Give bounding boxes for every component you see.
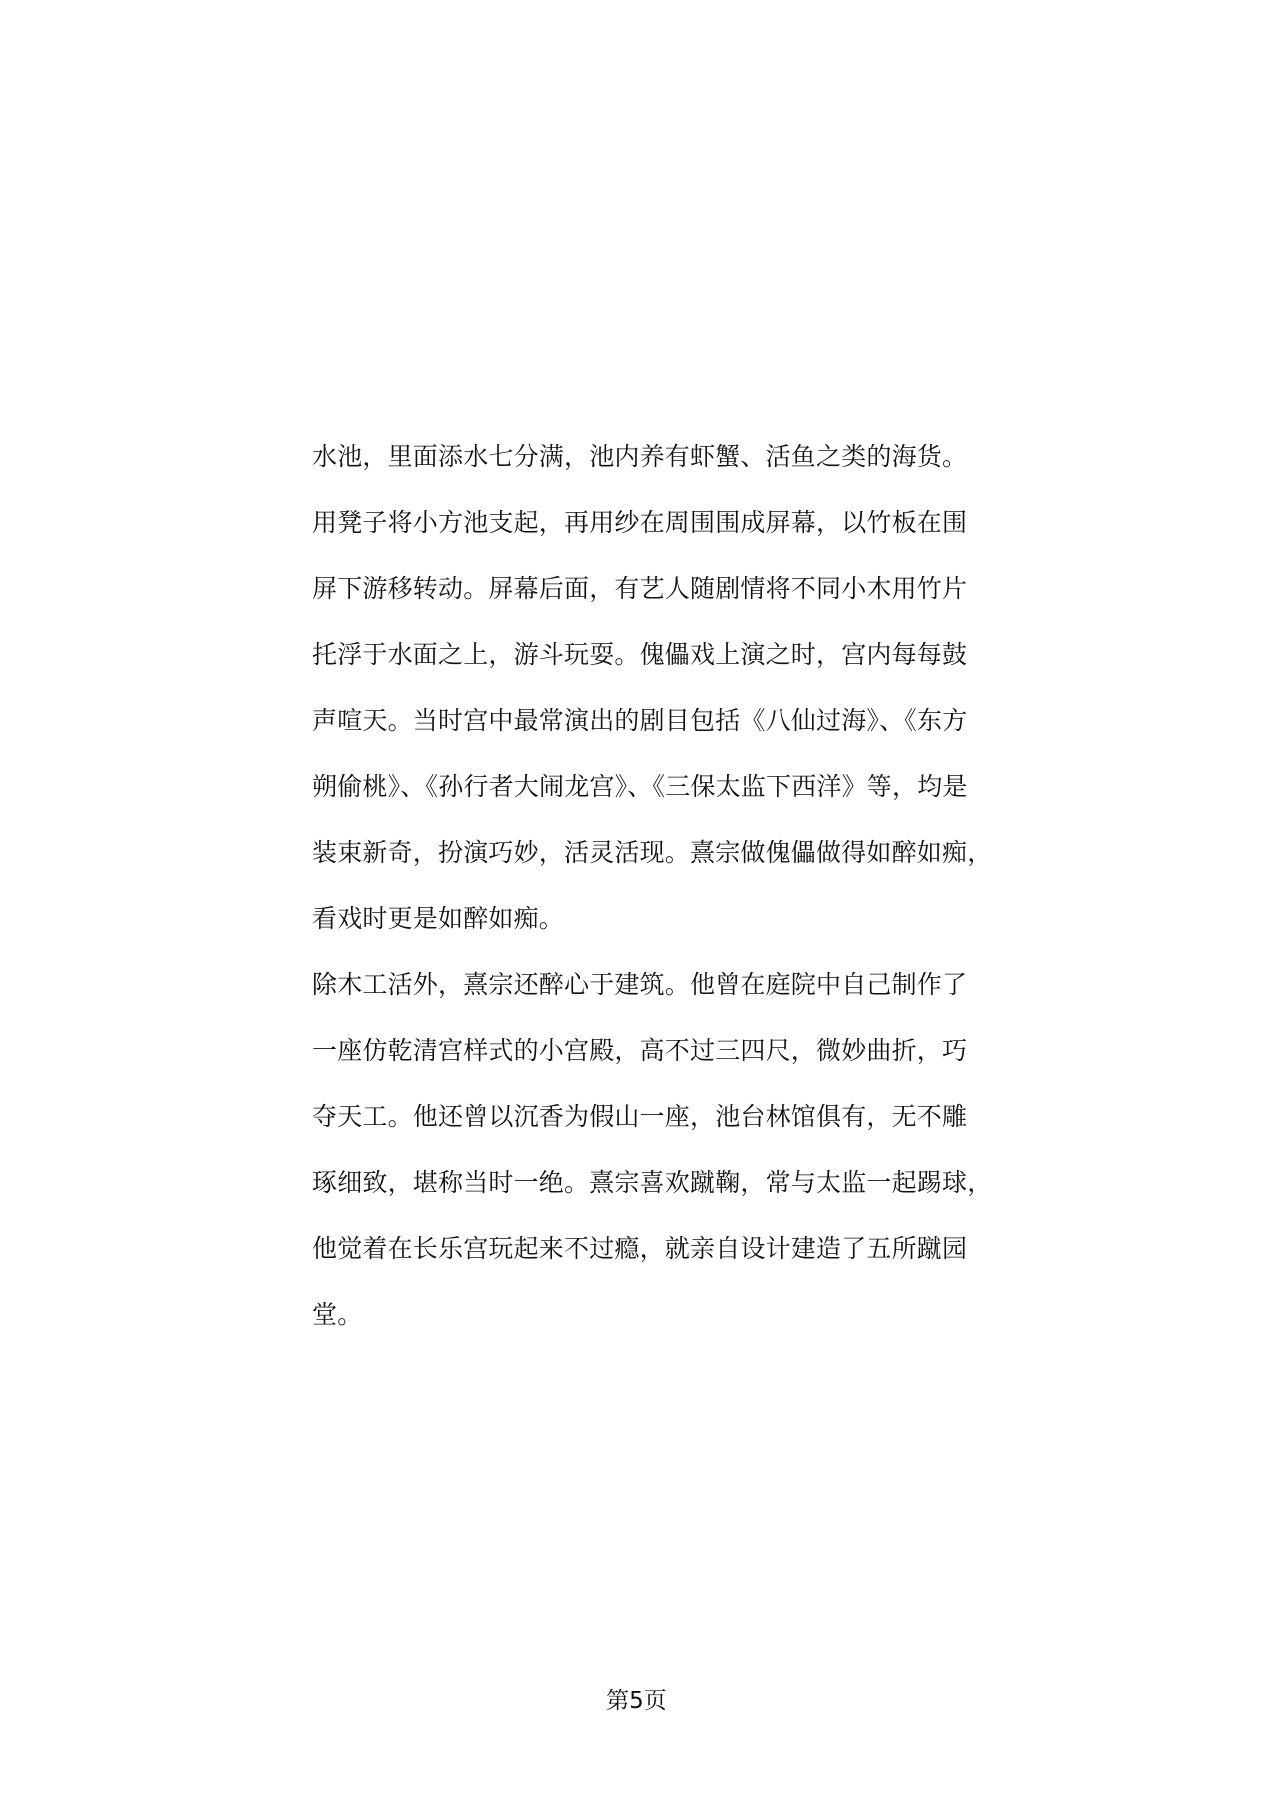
text-line: 水池，里面添水七分满，池内养有虾蟹、活鱼之类的海货。: [312, 442, 968, 471]
text-line: 看戏时更是如醉如痴。: [312, 904, 565, 933]
text-line: 声喧天。当时宫中最常演出的剧目包括《八仙过海》、《东方: [312, 706, 968, 735]
text-line: 一座仿乾清宫样式的小宫殿，高不过三四尺，微妙曲折，巧: [312, 1036, 968, 1065]
body-text: [312, 424, 993, 1348]
text-line: 夺天工。他还曾以沉香为假山一座，池台林馆俱有，无不雕: [312, 1102, 968, 1131]
text-line: 他觉着在长乐宫玩起来不过瘾，就亲自设计建造了五所蹴园: [312, 1234, 968, 1263]
text-line: 用凳子将小方池支起，再用纱在周围围成屏幕，以竹板在围: [312, 508, 968, 537]
text-line: 朔偷桃》、《孙行者大闹龙宫》、《三保太监下西洋》等，均是: [312, 772, 968, 801]
text-line: 琢细致，堪称当时一绝。熹宗喜欢蹴鞠，常与太监一起踢球，: [312, 1168, 993, 1197]
text-line: 托浮于水面之上，游斗玩耍。傀儡戏上演之时，宫内每每鼓: [312, 640, 968, 669]
text-line: 除木工活外，熹宗还醉心于建筑。他曾在庭院中自己制作了: [312, 970, 968, 999]
text-line: 堂。: [312, 1300, 363, 1329]
text-line: 屏下游移转动。屏幕后面，有艺人随剧情将不同小木用竹片: [312, 574, 968, 603]
page-number: 第5页: [606, 1688, 667, 1714]
text-line: 装束新奇，扮演巧妙，活灵活现。熹宗做傀儡做得如醉如痴，: [312, 838, 993, 867]
